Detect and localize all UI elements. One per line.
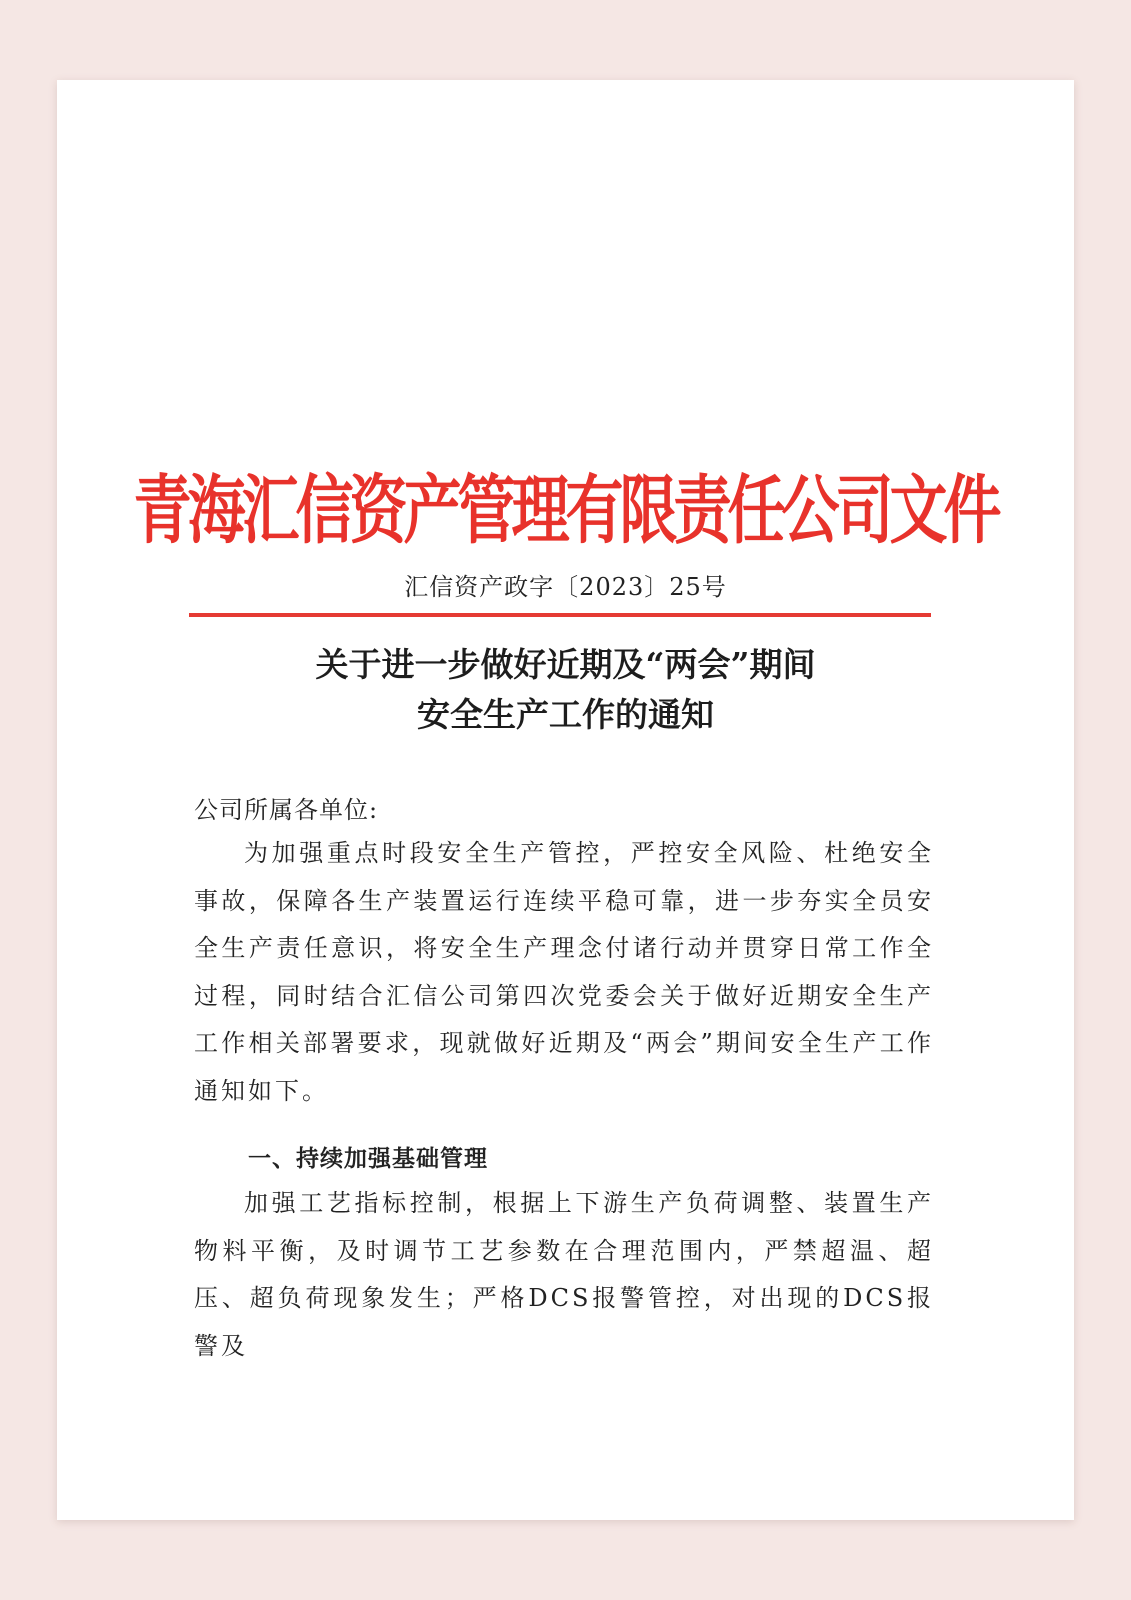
salutation: 公司所属各单位: xyxy=(194,796,379,824)
paragraph-intro: 为加强重点时段安全生产管控，严控安全风险、杜绝安全事故，保障各生产装置运行连续平稳可靠，进一步夯实全员安全生产责任意识，将安全生产理念付诸行动并贯穿日常工作全过程，同时结合汇信公司第四次党委会关于做好近期安全生产工作相关部署要求，现就做好近期及“两会”期间安全生产工作通知如下。 xyxy=(194,839,934,1105)
red-divider-line xyxy=(189,613,931,617)
title-line-2: 安全生产工作的通知 xyxy=(417,695,714,734)
document-title xyxy=(57,640,1074,740)
document-header: 青海汇信资产管理有限责任公司文件 xyxy=(133,466,998,554)
title-line-1: 关于进一步做好近期及“两会”期间 xyxy=(315,645,816,684)
paragraph-section-1: 加强工艺指标控制，根据上下游生产负荷调整、装置生产物料平衡，及时调节工艺参数在合理范围内，严禁超温、超压、超负荷现象发生；严格DCS报警管控，对出现的DCS报警及 xyxy=(194,1189,934,1360)
section-heading-1: 一、持续加强基础管理 xyxy=(248,1146,488,1172)
document-number: 汇信资产政字〔2023〕25号 xyxy=(404,573,727,601)
document-page xyxy=(57,80,1074,1520)
